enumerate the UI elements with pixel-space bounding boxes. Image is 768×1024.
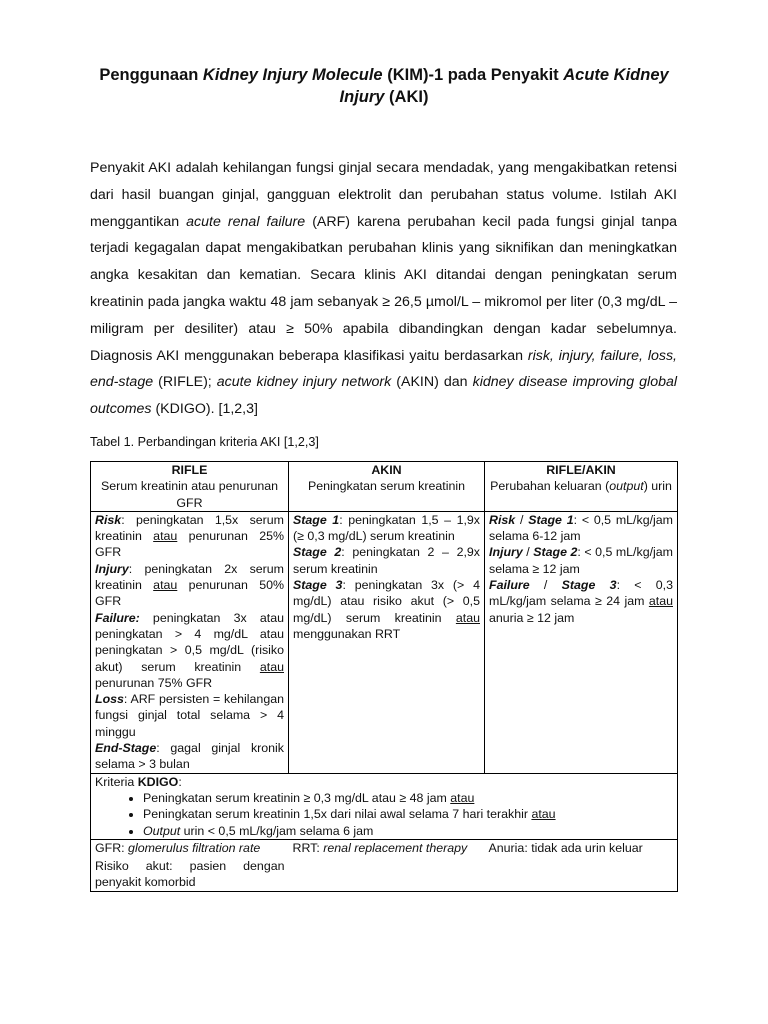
- aki-criteria-table: [90, 461, 678, 892]
- table-caption: Tabel 1. Perbandingan kriteria AKI [1,2,3]: [90, 435, 319, 449]
- akin-criteria-cell: [289, 511, 485, 773]
- kdigo-cell: [91, 773, 678, 839]
- akin-stage-3: Stage 3: peningkatan 3x (> 4 mg/dL) atau risiko akut (> 0,5 mg/dL) serum kreatinin atau menggunakan RRT: [293, 578, 480, 641]
- kdigo-bullet-3: • Output urin < 0,5 mL/kg/jam selama 6 jam: [143, 823, 673, 839]
- rifle-injury: Injury: peningkatan 2x serum kreatinin atau penurunan 50% GFR: [95, 561, 284, 609]
- footnote-rrt: RRT: renal replacement therapy: [292, 840, 468, 855]
- rifle-failure: Failure: peningkatan 3x atau peningkatan > 4 mg/dL atau peningkatan > 0,5 mg/dL (risiko akut) serum kreatinin atau penurunan 75% GFR: [95, 610, 284, 690]
- footnote-anuria-cell: [485, 839, 678, 891]
- header-rifle: RIFLE: [91, 462, 289, 479]
- kdigo-list: [95, 790, 673, 839]
- page-title: Penggunaan Kidney Injury Molecule (KIM)-1 pada Penyakit Acute Kidney Injury (AKI): [99, 66, 669, 106]
- table-criteria-row: [91, 511, 678, 773]
- intro-paragraph: Penyakit AKI adalah kehilangan fungsi ginjal secara mendadak, yang mengakibatkan retensi dari hasil buangan ginjal, gangguan elektrolit dan perubahan status volume. Istilah AKI menggantikan acute renal failure (ARF) karena perubahan kecil pada fungsi ginjal tanpa terjadi kegagalan dapat mengakibatkan perubahan klinis yang siknifikan dan meningkatkan angka kesakitan dan kematian. Secara klinis AKI ditandai dengan peningkatan serum kreatinin pada jangka waktu 48 jam sebanyak ≥ 26,5 µmol/L – mikromol per liter (0,3 mg/dL – miligram per desiliter) atau ≥ 50% apabila dibandingkan dengan kadar sebelumnya. Diagnosis AKI menggunakan beberapa klasifikasi yaitu berdasarkan risk, injury, failure, loss, end-stage (RIFLE); acute kidney injury network (AKIN) dan kidney disease improving global outcomes (KDIGO). [1,2,3]: [90, 160, 678, 418]
- header-akin: AKIN: [289, 462, 485, 479]
- rifle-akin-1: Risk / Stage 1: < 0,5 mL/kg/jam selama 6-12 jam: [489, 512, 673, 544]
- akin-stage-1: Stage 1: peningkatan 1,5 – 1,9x (≥ 0,3 mg/dL) serum kreatinin: [293, 512, 480, 544]
- rifle-akin-2: Injury / Stage 2: < 0,5 mL/kg/jam selama ≥ 12 jam: [489, 545, 673, 576]
- rifle-risk: Risk: peningkatan 1,5x serum kreatinin atau penurunan 25% GFR: [95, 512, 284, 560]
- table-header-row: [91, 462, 678, 479]
- footnote-gfr: GFR: glomerulus filtration rate: [95, 840, 261, 855]
- rifle-criteria-cell: [91, 511, 289, 773]
- akin-stage-2: Stage 2: peningkatan 2 – 2,9x serum kreatinin: [293, 545, 481, 576]
- footnote-risk-akut: Risiko akut: pasien dengan penyakit komorbid: [95, 859, 285, 890]
- footnote-anuria: Anuria: tidak ada urin keluar: [488, 840, 643, 855]
- header-rifle-akin: RIFLE/AKIN: [485, 462, 678, 479]
- rifle-akin-3: Failure / Stage 3: < 0,3 mL/kg/jam selama ≥ 24 jam atau anuria ≥ 12 jam: [489, 578, 674, 625]
- subheader-rifle-akin: Perubahan keluaran (output) urin: [485, 478, 678, 511]
- footnote-gfr-cell: [91, 839, 289, 891]
- table-footnote-row: [91, 839, 678, 891]
- footnote-rrt-cell: [289, 839, 485, 891]
- table-kdigo-row: [91, 773, 678, 839]
- subheader-akin: Peningkatan serum kreatinin: [289, 478, 485, 511]
- rifle-akin-criteria-cell: [485, 511, 678, 773]
- kdigo-bullet-1: • Peningkatan serum kreatinin ≥ 0,3 mg/dL atau ≥ 48 jam atau: [143, 790, 673, 806]
- table-subheader-row: [91, 478, 678, 511]
- kdigo-bullet-2: • Peningkatan serum kreatinin 1,5x dari nilai awal selama 7 hari terakhir atau: [143, 806, 673, 822]
- kdigo-title: Kriteria KDIGO:: [95, 774, 182, 789]
- rifle-end-stage: End-Stage: gagal ginjal kronik selama > 3 bulan: [95, 741, 284, 772]
- subheader-rifle: Serum kreatinin atau penurunan GFR: [91, 478, 289, 511]
- rifle-loss: Loss: ARF persisten = kehilangan fungsi ginjal total selama > 4 minggu: [95, 692, 284, 739]
